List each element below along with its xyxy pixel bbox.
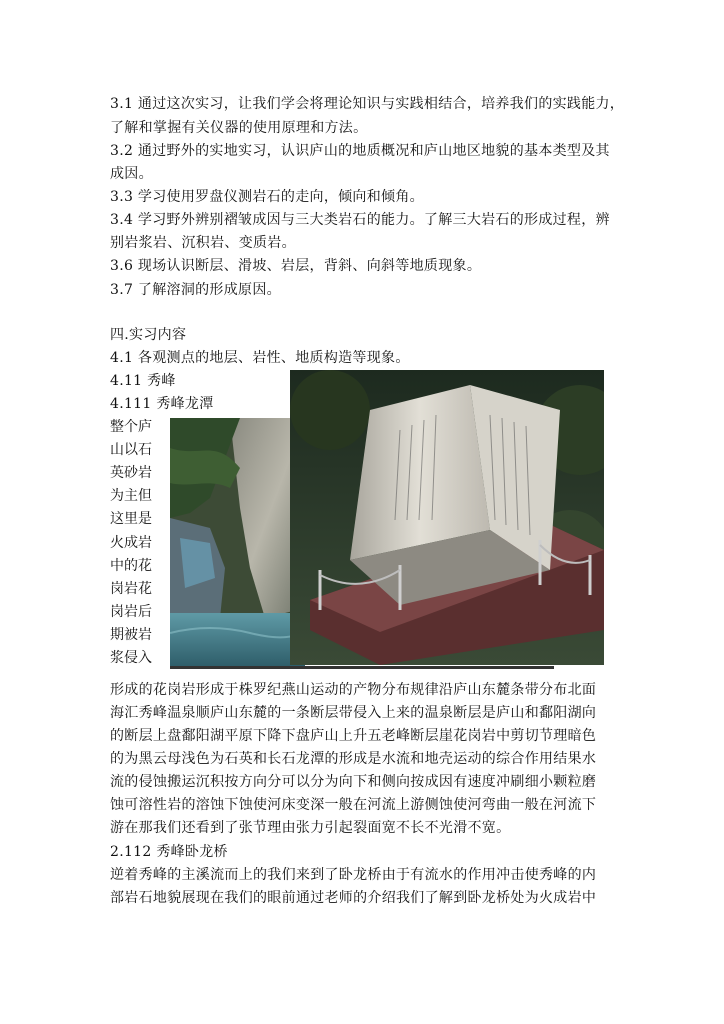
objective-line: 3.1 通过这次实习，让我们学会将理论知识与实践相结合，培养我们的实践能力， bbox=[110, 96, 625, 112]
paragraph-line: 部岩石地貌展现在我们的眼前通过老师的介绍我们了解到卧龙桥处为火成岩中 bbox=[110, 890, 597, 906]
narrow-text-line: 岗岩花 bbox=[110, 581, 152, 597]
narrow-text-line: 期被岩 bbox=[110, 627, 152, 643]
paragraph-line: 逆着秀峰的主溪流而上的我们来到了卧龙桥由于有流水的作用冲击使秀峰的内 bbox=[110, 867, 597, 883]
subheading-4-1: 4.1 各观测点的地层、岩性、地质构造等现象。 bbox=[110, 350, 410, 366]
gorge-photo bbox=[170, 418, 305, 668]
narrow-text-line: 浆侵入 bbox=[110, 650, 152, 666]
narrow-text-line: 中的花 bbox=[110, 558, 152, 574]
paragraph-line: 蚀可溶性岩的溶蚀下蚀使河床变深一般在河流上游侧蚀使河弯曲一般在河流下 bbox=[110, 797, 597, 813]
paragraph-line: 的为黑云母浅色为石英和长石龙潭的形成是水流和地壳运动的综合作用结果水 bbox=[110, 751, 597, 767]
narrow-text-line: 整个庐 bbox=[110, 419, 152, 435]
narrow-text-line: 这里是 bbox=[110, 511, 152, 527]
objective-line: 3.7 了解溶洞的形成原因。 bbox=[110, 282, 281, 298]
paragraph-line: 流的侵蚀搬运沉积按方向分可以分为向下和侧向按成因有速度冲刷细小颗粒磨 bbox=[110, 774, 597, 790]
objective-line: 成因。 bbox=[110, 166, 153, 182]
subheading-4-11: 4.11 秀峰 bbox=[110, 373, 176, 389]
stone-book-monument-photo bbox=[290, 370, 604, 665]
narrow-text-line: 英砂岩 bbox=[110, 465, 152, 481]
objective-line: 3.2 通过野外的实地实习，认识庐山的地质概况和庐山地区地貌的基本类型及其 bbox=[110, 143, 610, 159]
paragraph-line: 游在那我们还看到了张节理由张力引起裂面宽不长不光滑不宽。 bbox=[110, 820, 511, 836]
subheading-4-111: 4.111 秀峰龙潭 bbox=[110, 396, 214, 412]
objective-line: 3.3 学习使用罗盘仪测岩石的走向，倾向和倾角。 bbox=[110, 189, 424, 205]
narrow-text-line: 火成岩 bbox=[110, 535, 152, 551]
objective-line: 别岩浆岩、沉积岩、变质岩。 bbox=[110, 235, 296, 251]
image-divider bbox=[170, 666, 554, 669]
narrow-text-line: 山以石 bbox=[110, 442, 152, 458]
paragraph-line: 海汇秀峰温泉顺庐山东麓的一条断层带侵入上来的温泉断层是庐山和鄱阳湖向 bbox=[110, 705, 597, 721]
paragraph-line: 的断层上盘鄱阳湖平原下降下盘庐山上升五老峰断层崖花岗岩中剪切节理暗色 bbox=[110, 728, 597, 744]
objective-line: 3.6 现场认识断层、滑坡、岩层，背斜、向斜等地质现象。 bbox=[110, 258, 482, 274]
narrow-text-line: 为主但 bbox=[110, 488, 152, 504]
objective-line: 3.4 学习野外辨别褶皱成因与三大类岩石的能力。了解三大岩石的形成过程，辨 bbox=[110, 212, 610, 228]
objective-line: 了解和掌握有关仪器的使用原理和方法。 bbox=[110, 120, 368, 136]
narrow-text-line: 岗岩后 bbox=[110, 604, 152, 620]
subheading-2-112: 2.112 秀峰卧龙桥 bbox=[110, 844, 228, 860]
paragraph-line: 形成的花岗岩形成于株罗纪燕山运动的产物分布规律沿庐山东麓条带分布北面 bbox=[110, 682, 597, 698]
section-heading: 四.实习内容 bbox=[110, 327, 187, 343]
